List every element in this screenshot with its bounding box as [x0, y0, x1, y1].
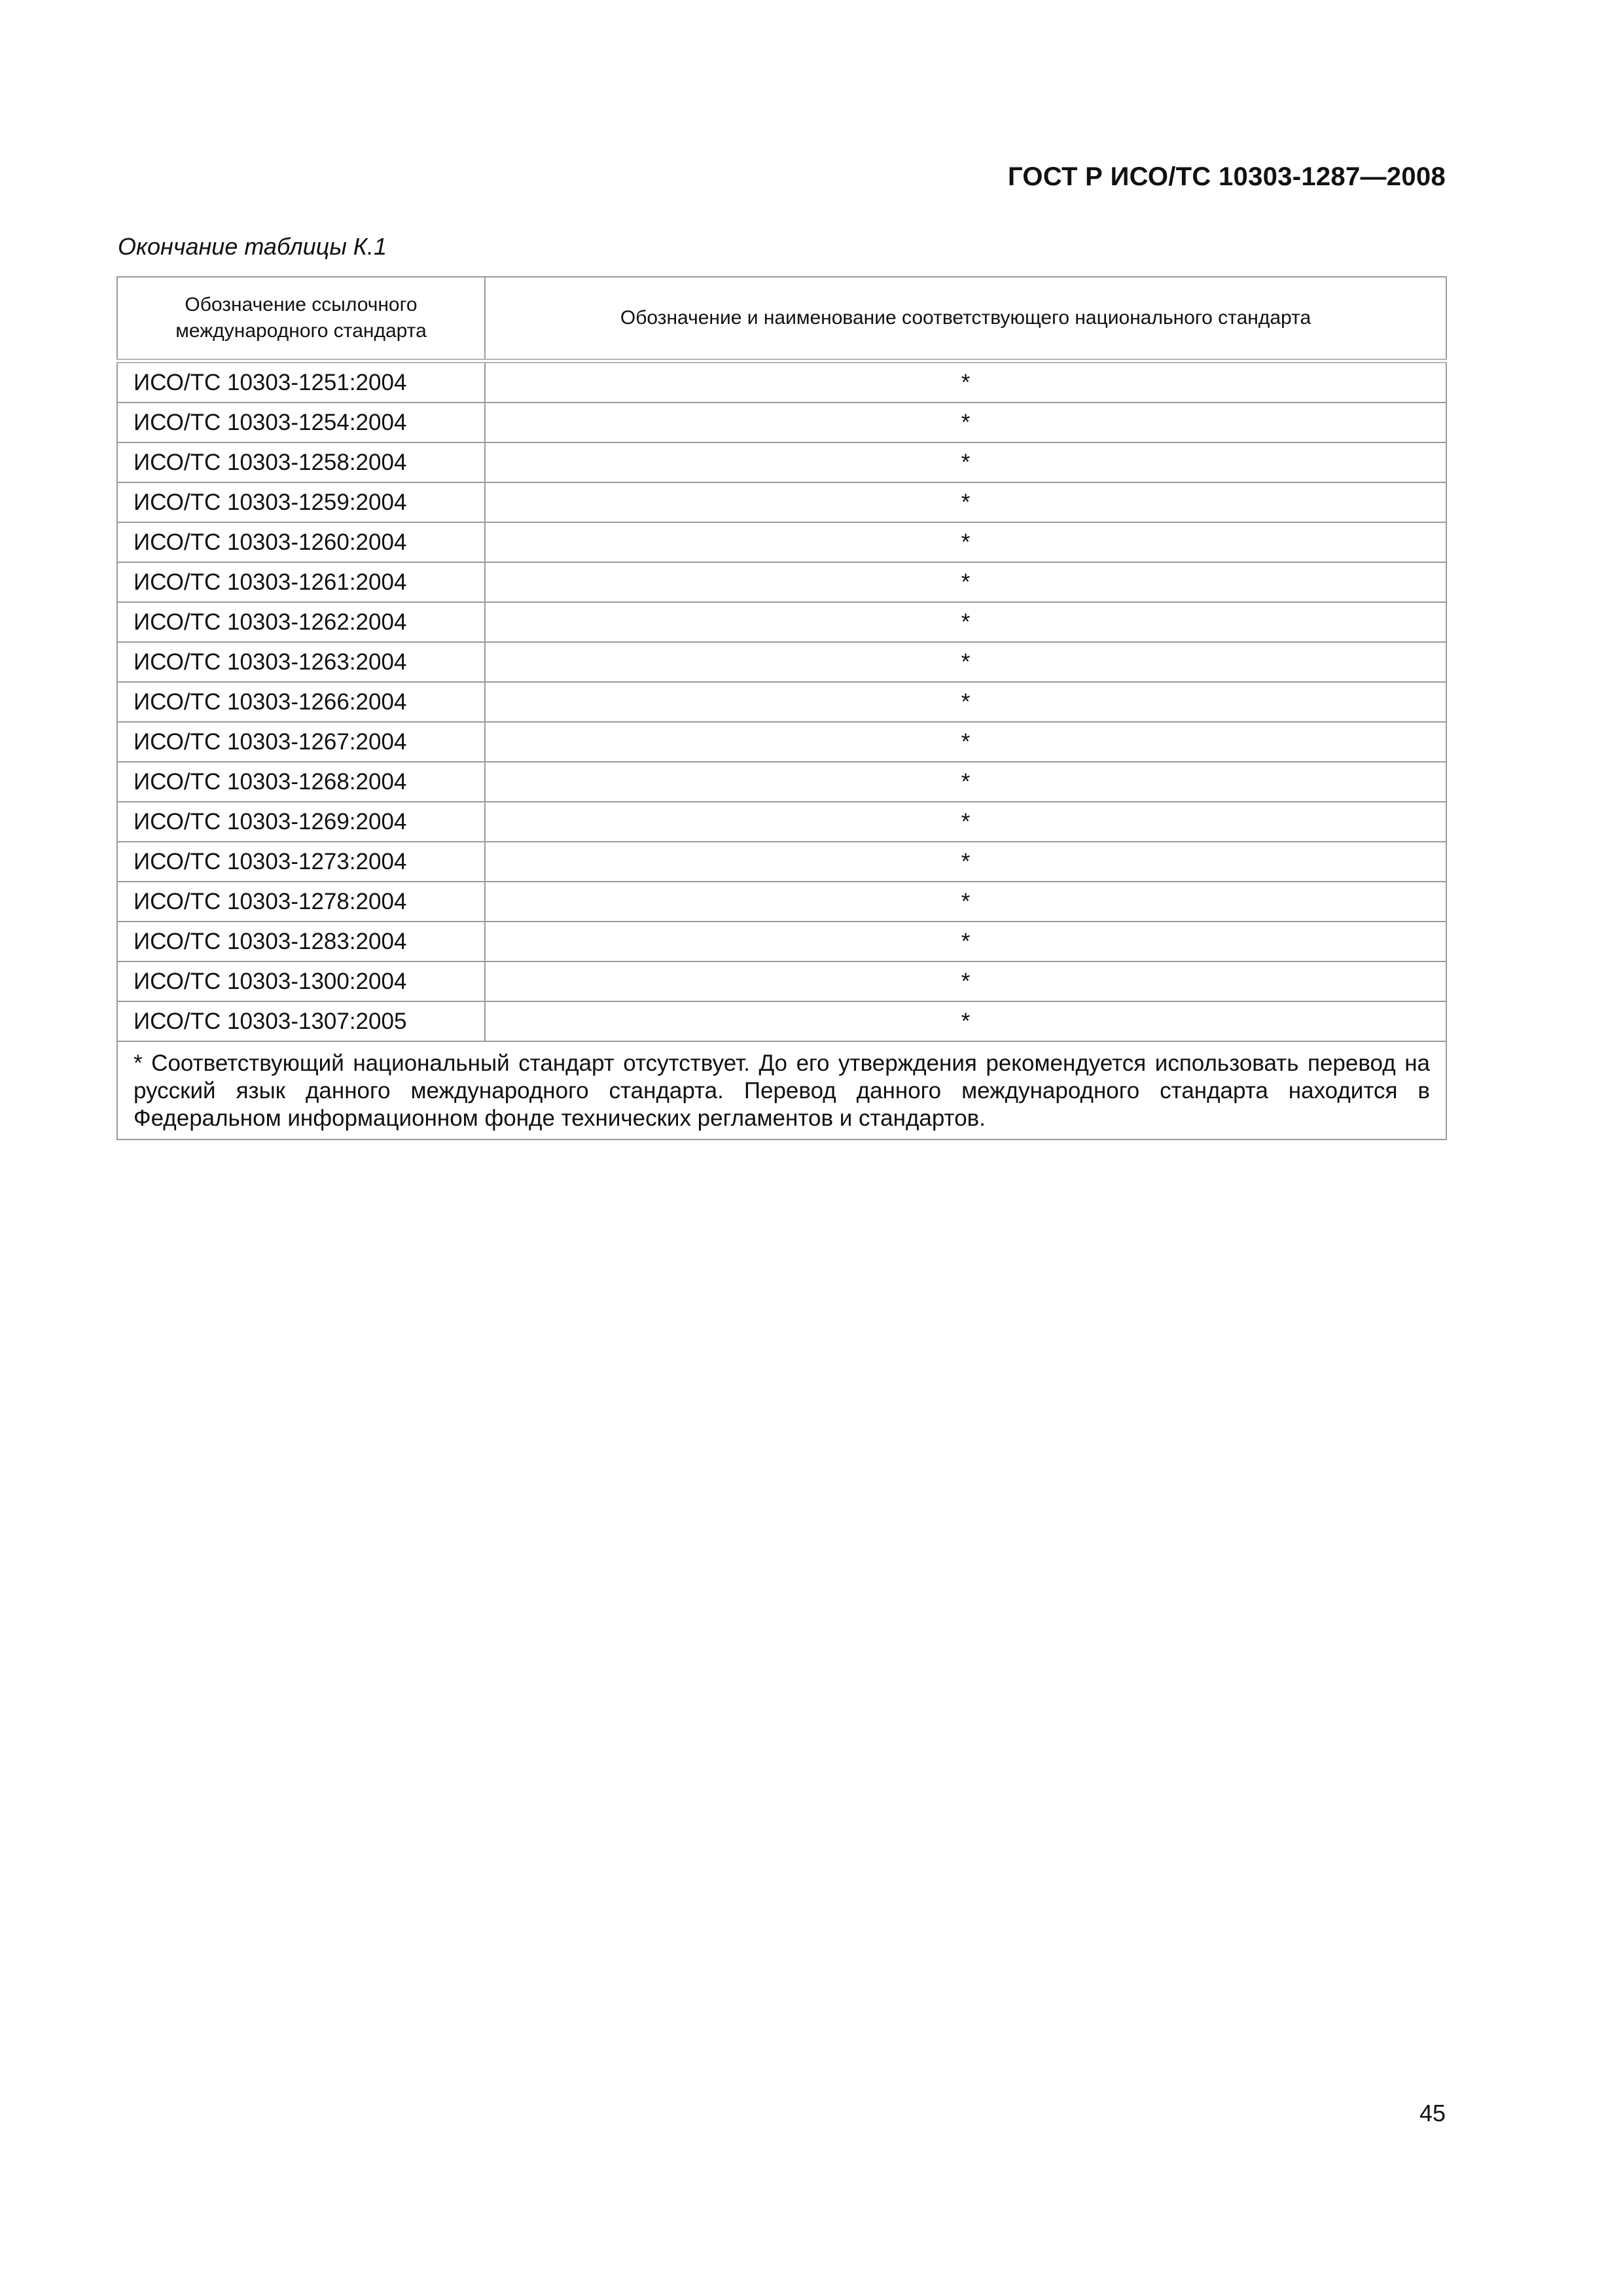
- table-header-row: [117, 277, 1446, 361]
- table-row: [117, 482, 1446, 522]
- table-row: [117, 522, 1446, 562]
- table-row: [117, 403, 1446, 442]
- table-body: [117, 361, 1446, 1042]
- national-standard-mark: *: [485, 442, 1446, 482]
- national-standard-mark: *: [485, 522, 1446, 562]
- international-standard-code: ИСО/ТС 10303-1262:2004: [117, 602, 485, 642]
- national-standard-mark: *: [485, 361, 1446, 403]
- table-footnote: * Соответствующий национальный стандарт отсутствует. До его утверждения рекомендуется использовать перевод на русский язык данного международного стандарта. Перевод данного международного стандарта находится в Федеральном информационном фонде технических регламентов и стандартов.: [117, 1041, 1446, 1139]
- national-standard-mark: *: [485, 882, 1446, 922]
- table-row: [117, 882, 1446, 922]
- column-header-national: Обозначение и наименование соответствующего национального стандарта: [485, 277, 1446, 361]
- international-standard-code: ИСО/ТС 10303-1267:2004: [117, 722, 485, 762]
- table-caption: Окончание таблицы К.1: [118, 233, 387, 260]
- international-standard-code: ИСО/ТС 10303-1307:2005: [117, 1001, 485, 1041]
- table-row: [117, 722, 1446, 762]
- table-row: [117, 562, 1446, 602]
- table-row: [117, 682, 1446, 722]
- international-standard-code: ИСО/ТС 10303-1259:2004: [117, 482, 485, 522]
- international-standard-code: ИСО/ТС 10303-1266:2004: [117, 682, 485, 722]
- national-standard-mark: *: [485, 602, 1446, 642]
- national-standard-mark: *: [485, 762, 1446, 802]
- international-standard-code: ИСО/ТС 10303-1251:2004: [117, 361, 485, 403]
- national-standard-mark: *: [485, 722, 1446, 762]
- international-standard-code: ИСО/ТС 10303-1258:2004: [117, 442, 485, 482]
- international-standard-code: ИСО/ТС 10303-1260:2004: [117, 522, 485, 562]
- footnote-row: [117, 1041, 1446, 1139]
- table-row: [117, 961, 1446, 1001]
- table-row: [117, 802, 1446, 842]
- international-standard-code: ИСО/ТС 10303-1263:2004: [117, 642, 485, 682]
- table-row: [117, 762, 1446, 802]
- international-standard-code: ИСО/ТС 10303-1268:2004: [117, 762, 485, 802]
- international-standard-code: ИСО/ТС 10303-1300:2004: [117, 961, 485, 1001]
- table-row: [117, 442, 1446, 482]
- international-standard-code: ИСО/ТС 10303-1283:2004: [117, 922, 485, 961]
- international-standard-code: ИСО/ТС 10303-1269:2004: [117, 802, 485, 842]
- page-number: 45: [1419, 2100, 1446, 2126]
- international-standard-code: ИСО/ТС 10303-1278:2004: [117, 882, 485, 922]
- table-row: [117, 842, 1446, 882]
- national-standard-mark: *: [485, 562, 1446, 602]
- international-standard-code: ИСО/ТС 10303-1261:2004: [117, 562, 485, 602]
- national-standard-mark: *: [485, 642, 1446, 682]
- table-row: [117, 602, 1446, 642]
- national-standard-mark: *: [485, 682, 1446, 722]
- table-row: [117, 361, 1446, 403]
- document-title: ГОСТ Р ИСО/ТС 10303-1287—2008: [1007, 162, 1446, 191]
- national-standard-mark: *: [485, 482, 1446, 522]
- national-standard-mark: *: [485, 403, 1446, 442]
- national-standard-mark: *: [485, 802, 1446, 842]
- column-header-international: Обозначение ссылочного международного стандарта: [117, 277, 485, 361]
- national-standard-mark: *: [485, 922, 1446, 961]
- references-table: [116, 276, 1447, 1140]
- national-standard-mark: *: [485, 1001, 1446, 1041]
- international-standard-code: ИСО/ТС 10303-1254:2004: [117, 403, 485, 442]
- table-row: [117, 922, 1446, 961]
- national-standard-mark: *: [485, 961, 1446, 1001]
- table-row: [117, 1001, 1446, 1041]
- table-row: [117, 642, 1446, 682]
- national-standard-mark: *: [485, 842, 1446, 882]
- international-standard-code: ИСО/ТС 10303-1273:2004: [117, 842, 485, 882]
